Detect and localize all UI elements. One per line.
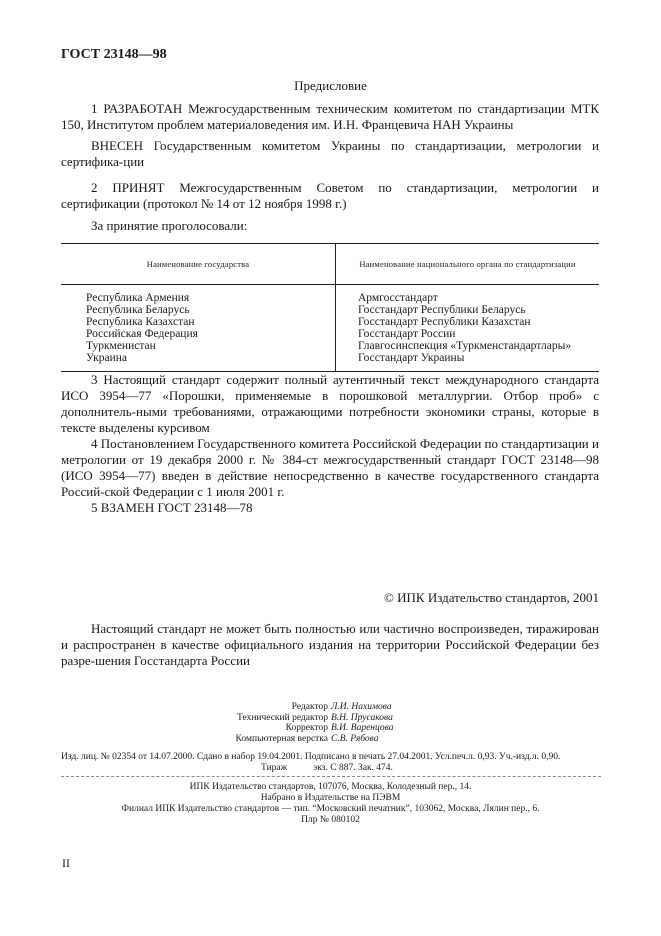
- credit-person: В.И. Варенцова: [331, 723, 394, 733]
- paragraph-developed: 1 РАЗРАБОТАН Межгосударственным техническим комитетом по стандартизации МТК 150, Институтом проблем материаловедения им. И.Н. Францевича НАН Украины: [61, 101, 599, 132]
- voting-table: [61, 243, 599, 372]
- credit-row: [0, 734, 661, 745]
- paragraph-content: 3 Настоящий стандарт содержит полный аутентичный текст международного стандарта ИСО 3954—77 «Порошки, применяемые в порошковой металлургии. Отбор проб» с дополнитель-ными требованиями, отражающими потребности экономики страны, которые в тексте выделены курсивом: [61, 372, 599, 435]
- imprint-line: Филиал ИПК Издательство стандартов — тип. “Московский печатник”, 103062, Москва, Лялин пер., 6.: [121, 804, 540, 814]
- credit-row: [0, 713, 661, 724]
- credits-block: [0, 702, 661, 744]
- body-name: Главгосинспекция «Туркменстандартлары»: [358, 340, 572, 352]
- circulation-line: [61, 763, 601, 774]
- body-name: Госстандарт Республики Казахстан: [358, 316, 531, 328]
- state-name: Республика Казахстан: [86, 316, 195, 328]
- table-header-row: [61, 244, 599, 285]
- body-name: Армгосстандарт: [358, 292, 438, 304]
- credit-role: Редактор: [291, 702, 328, 712]
- divider: [61, 776, 601, 777]
- circulation-value: экз. С 887. Зак. 474.: [313, 763, 393, 773]
- body-name: Госстандарт Украины: [358, 352, 465, 364]
- paragraph-reproduction-notice: Настоящий стандарт не может быть полностью или частично воспроизведен, тиражирован и распространен в качестве официального издания на территории Российской Федерации без разре-шения Госстандарта России: [61, 621, 599, 668]
- imprint-line: Плр № 080102: [301, 815, 360, 825]
- credit-role: Корректор: [285, 723, 328, 733]
- credit-role: Компьютерная верстка: [235, 733, 328, 744]
- paragraph-adopted: 2 ПРИНЯТ Межгосударственным Советом по стандартизации, метрологии и сертификации (протокол № 14 от 12 ноября 1998 г.): [61, 180, 599, 211]
- table-row: [61, 285, 599, 372]
- credit-row: [0, 723, 661, 734]
- body-name: Госстандарт России: [358, 328, 456, 340]
- imprint-block: [0, 782, 661, 826]
- state-name: Туркменистан: [86, 340, 156, 352]
- copyright-line: © ИПК Издательство стандартов, 2001: [384, 590, 599, 605]
- imprint-line: ИПК Издательство стандартов, 107076, Москва, Колодезный пер., 14.: [189, 782, 472, 792]
- page-number: II: [62, 856, 70, 870]
- credit-row: [0, 702, 661, 713]
- document-code: ГОСТ 23148—98: [61, 47, 167, 62]
- publishing-info: [61, 752, 601, 774]
- state-name: Украина: [86, 352, 127, 364]
- credit-role: Технический редактор: [237, 712, 328, 723]
- body-list: [336, 285, 600, 372]
- credit-person: Л.И. Нахимова: [331, 702, 392, 712]
- paragraph-voted: За принятие проголосовали:: [91, 218, 248, 233]
- column-header-body: Наименование национального органа по стандартизации: [336, 244, 600, 285]
- paragraph-replaces: 5 ВЗАМЕН ГОСТ 23148—78: [91, 500, 253, 515]
- credit-person: С.В. Рябова: [331, 733, 379, 744]
- section-title: Предисловие: [294, 78, 367, 93]
- state-name: Республика Армения: [86, 292, 190, 304]
- state-name: Республика Беларусь: [86, 304, 190, 316]
- column-header-state: Наименование государства: [61, 244, 336, 285]
- state-name: Российская Федерация: [86, 328, 198, 340]
- state-list: [61, 285, 336, 372]
- paragraph-decree: 4 Постановлением Государственного комитета Российской Федерации по стандартизации и метрологии от 19 декабря 2000 г. № 384-ст межгосударственный стандарт ГОСТ 23148—98 (ИСО 3954—77) введен в действие непосредственно в качестве государственного стандарта Россий-ской Федерации с 1 июля 2001 г.: [61, 436, 599, 499]
- paragraph-introduced: ВНЕСЕН Государственным комитетом Украины по стандартизации, метрологии и сертифика-ции: [61, 138, 599, 169]
- credit-person: В.Н. Прусакова: [331, 712, 393, 723]
- publishing-line: Изд. лиц. № 02354 от 14.07.2000. Сдано в набор 19.04.2001. Подписано в печать 27.04.2001. Усл.печ.л. 0,93. Уч.-изд.л. 0,90.: [61, 752, 561, 762]
- body-name: Госстандарт Республики Беларусь: [358, 304, 526, 316]
- imprint-line: Набрано в Издательстве на ПЭВМ: [260, 793, 401, 803]
- circulation-label: Тираж: [261, 763, 288, 773]
